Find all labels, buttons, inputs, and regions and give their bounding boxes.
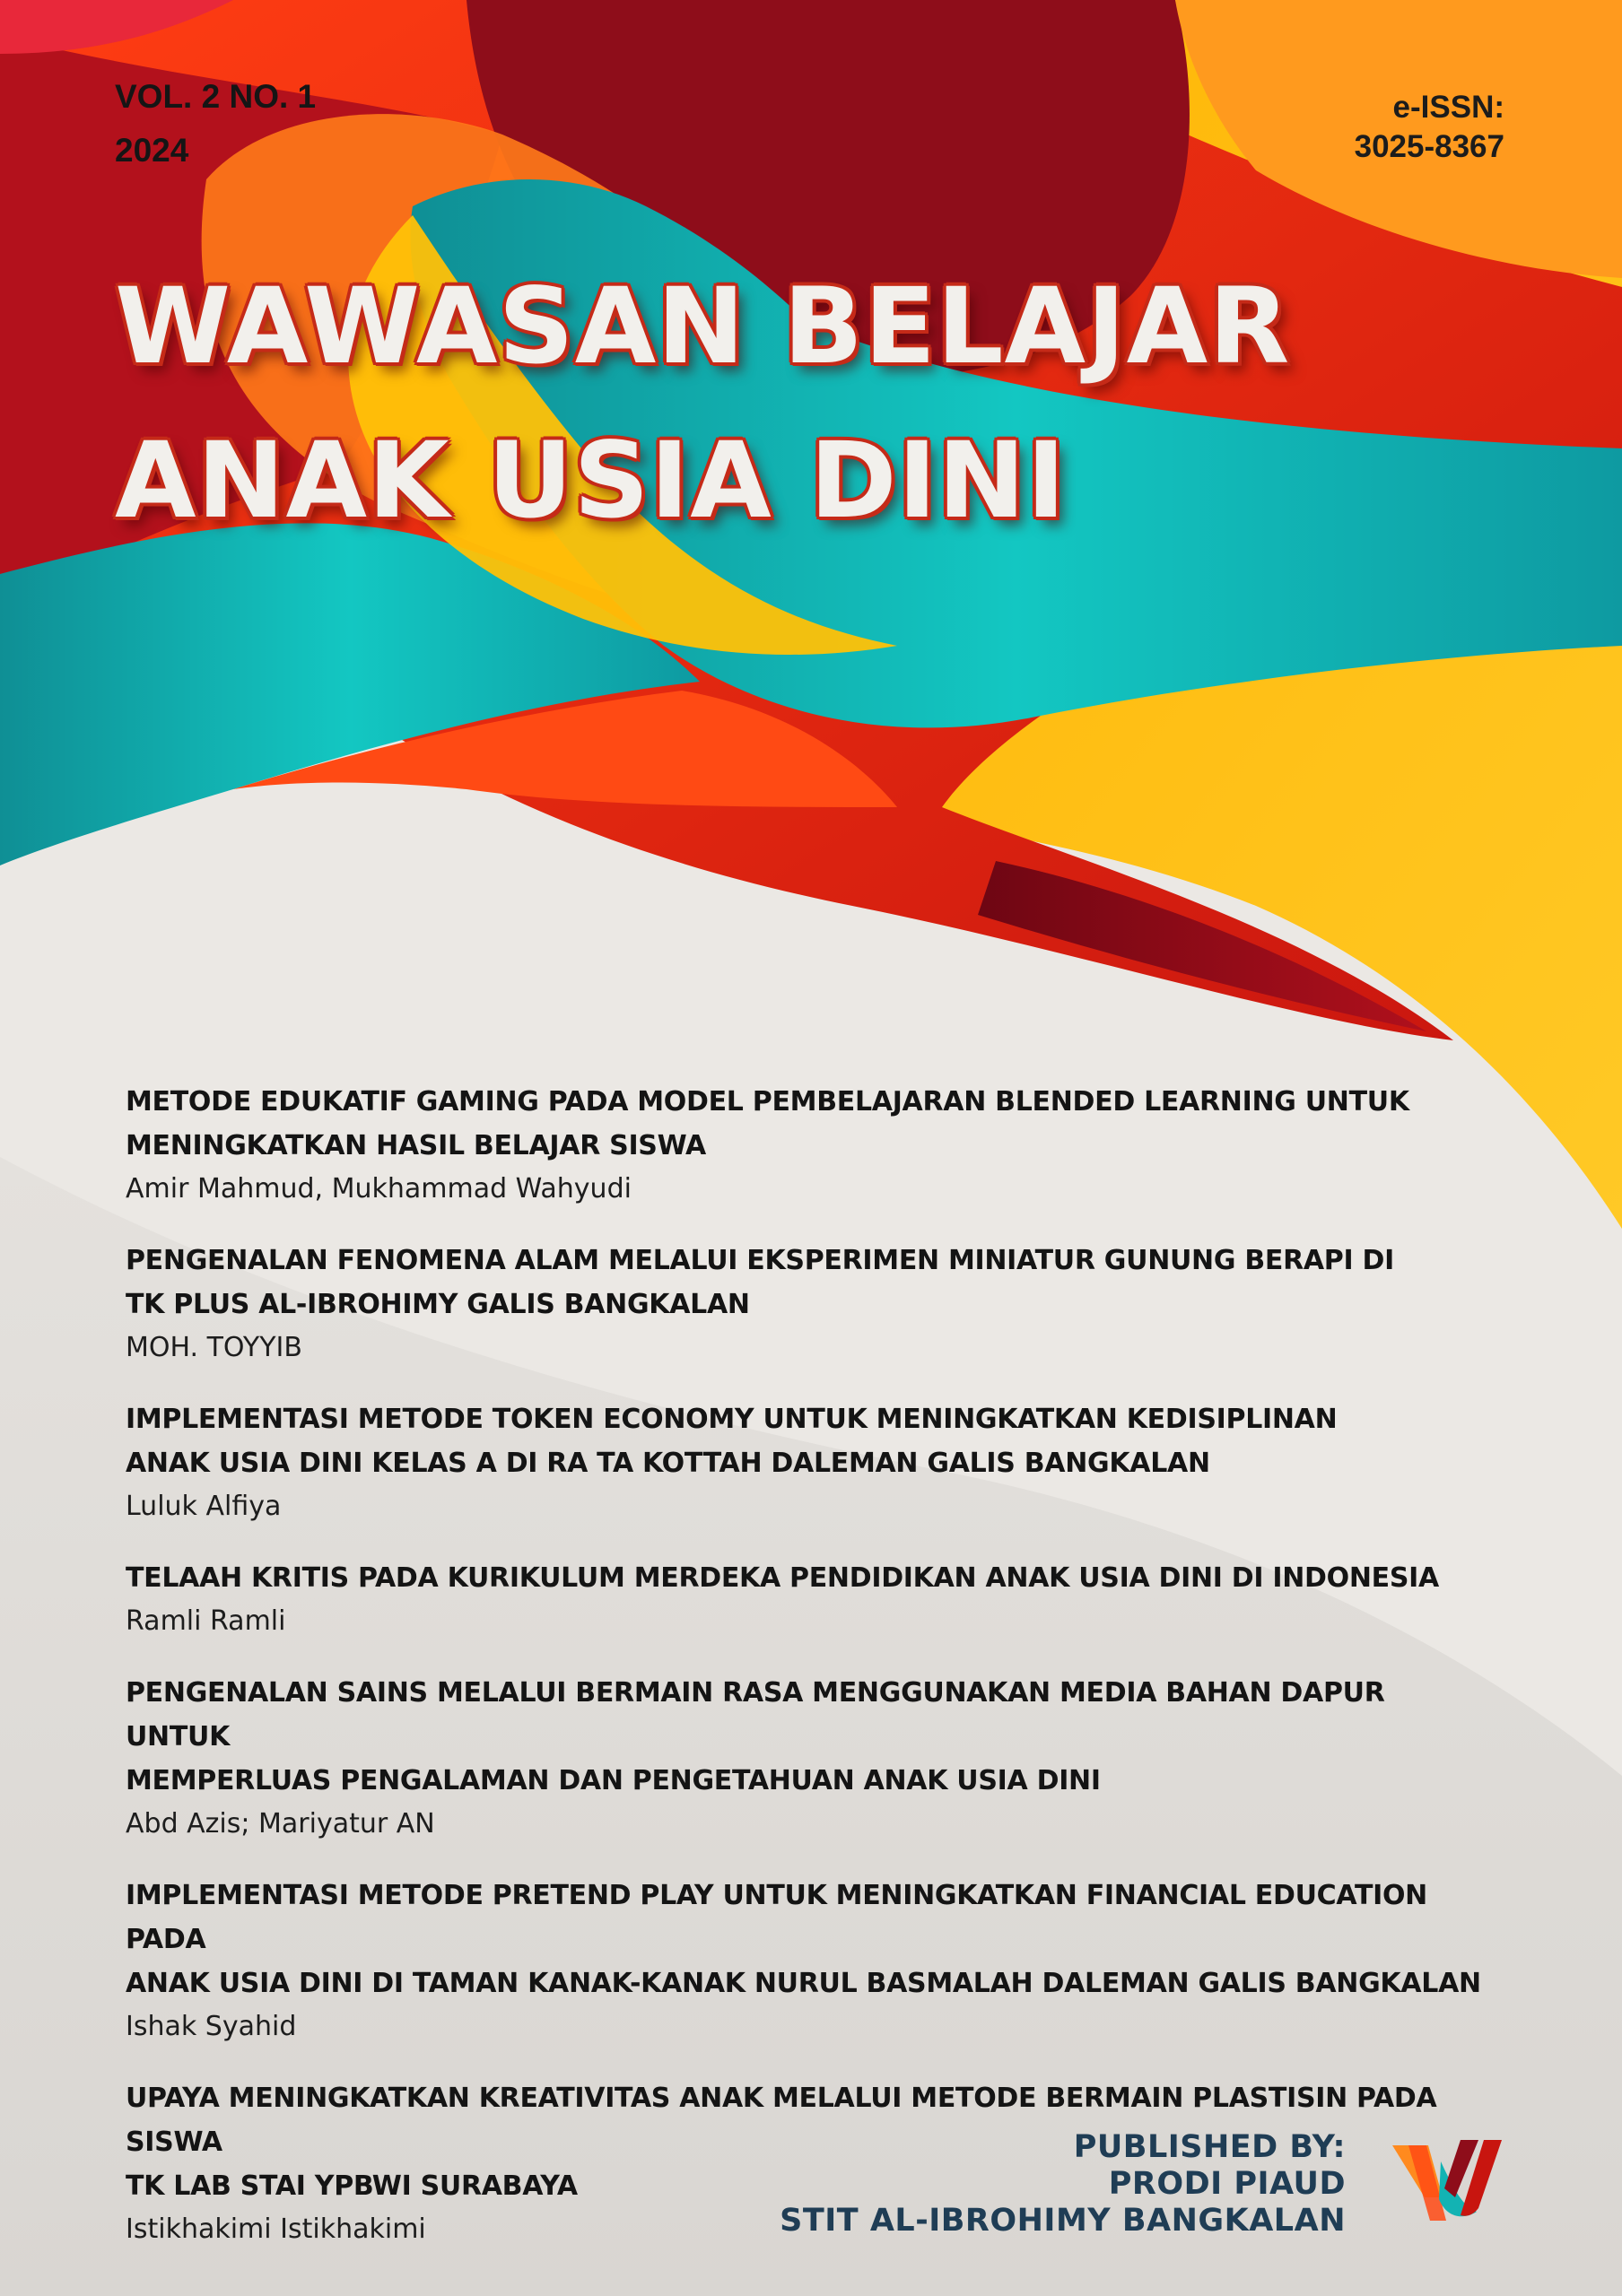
article-title-line: MEMPERLUAS PENGALAMAN DAN PENGETAHUAN ANAK USIA DINI — [126, 1765, 1101, 1796]
article-authors: Luluk Alfiya — [126, 1491, 282, 1522]
article-entry — [126, 1239, 1489, 1370]
article-entry — [126, 1397, 1489, 1528]
article-authors: Istikhakimi Istikhakimi — [126, 2213, 426, 2245]
article-entry — [126, 1080, 1489, 1211]
article-title-line: TELAAH KRITIS PADA KURIKULUM MERDEKA PENDIDIKAN ANAK USIA DINI DI INDONESIA — [126, 1562, 1439, 1594]
article-title — [126, 1671, 1489, 1803]
article-title-line: IMPLEMENTASI METODE PRETEND PLAY UNTUK MENINGKATKAN FINANCIAL EDUCATION PADA — [126, 1880, 1427, 1955]
journal-title-line-2: ANAK USIA DINI — [115, 419, 1067, 542]
issn-label: e-ISSN: — [1392, 90, 1504, 125]
publisher-label: PUBLISHED BY: — [1073, 2129, 1346, 2165]
publisher-institution: STIT AL-IBROHIMY BANGKALAN — [780, 2203, 1346, 2239]
issn-block — [1355, 88, 1504, 167]
article-title — [126, 1080, 1489, 1168]
publisher-program: PRODI PIAUD — [1108, 2166, 1346, 2202]
article-title — [126, 1556, 1489, 1600]
volume-year: 2024 — [115, 132, 189, 169]
article-title-line: TK LAB STAI YPBWI SURABAYA — [126, 2170, 578, 2202]
article-authors: Amir Mahmud, Mukhammad Wahyudi — [126, 1173, 632, 1205]
article-authors: Abd Azis; Mariyatur AN — [126, 1808, 435, 1839]
publisher-block — [780, 2129, 1346, 2239]
article-title-line: MENINGKATKAN HASIL BELAJAR SISWA — [126, 1130, 706, 1161]
article-title — [126, 1239, 1489, 1326]
article-title-line: METODE EDUKATIF GAMING PADA MODEL PEMBELAJARAN BLENDED LEARNING UNTUK — [126, 1086, 1409, 1118]
article-authors: Ramli Ramli — [126, 1605, 286, 1637]
article-entry — [126, 1556, 1489, 1643]
volume-number: VOL. 2 NO. 1 — [115, 78, 317, 115]
article-title-line: PENGENALAN FENOMENA ALAM MELALUI EKSPERIMEN MINIATUR GUNUNG BERAPI DI — [126, 1245, 1394, 1276]
article-title-line: TK PLUS AL-IBROHIMY GALIS BANGKALAN — [126, 1289, 750, 1320]
journal-title-line-1: WAWASAN BELAJAR — [115, 265, 1291, 387]
w-logo-icon — [1391, 2135, 1507, 2233]
article-entry — [126, 1671, 1489, 1846]
article-entry — [126, 1874, 1489, 2048]
article-authors: MOH. TOYYIB — [126, 1332, 302, 1363]
article-title-line: UPAYA MENINGKATKAN KREATIVITAS ANAK MELALUI METODE BERMAIN PLASTISIN PADA SISWA — [126, 2083, 1437, 2158]
article-title — [126, 1397, 1489, 1485]
article-title — [126, 1874, 1489, 2005]
issn-number: 3025-8367 — [1354, 129, 1504, 164]
article-title-line: IMPLEMENTASI METODE TOKEN ECONOMY UNTUK MENINGKATKAN KEDISIPLINAN — [126, 1404, 1338, 1435]
journal-title — [115, 249, 1290, 558]
article-title-line: ANAK USIA DINI DI TAMAN KANAK-KANAK NURUL BASMALAH DALEMAN GALIS BANGKALAN — [126, 1968, 1481, 1999]
article-authors: Ishak Syahid — [126, 2011, 297, 2042]
table-of-contents — [126, 1080, 1489, 2279]
volume-info — [115, 70, 316, 178]
article-title-line: PENGENALAN SAINS MELALUI BERMAIN RASA MENGGUNAKAN MEDIA BAHAN DAPUR UNTUK — [126, 1677, 1385, 1752]
article-title-line: ANAK USIA DINI KELAS A DI RA TA KOTTAH DALEMAN GALIS BANGKALAN — [126, 1448, 1210, 1479]
